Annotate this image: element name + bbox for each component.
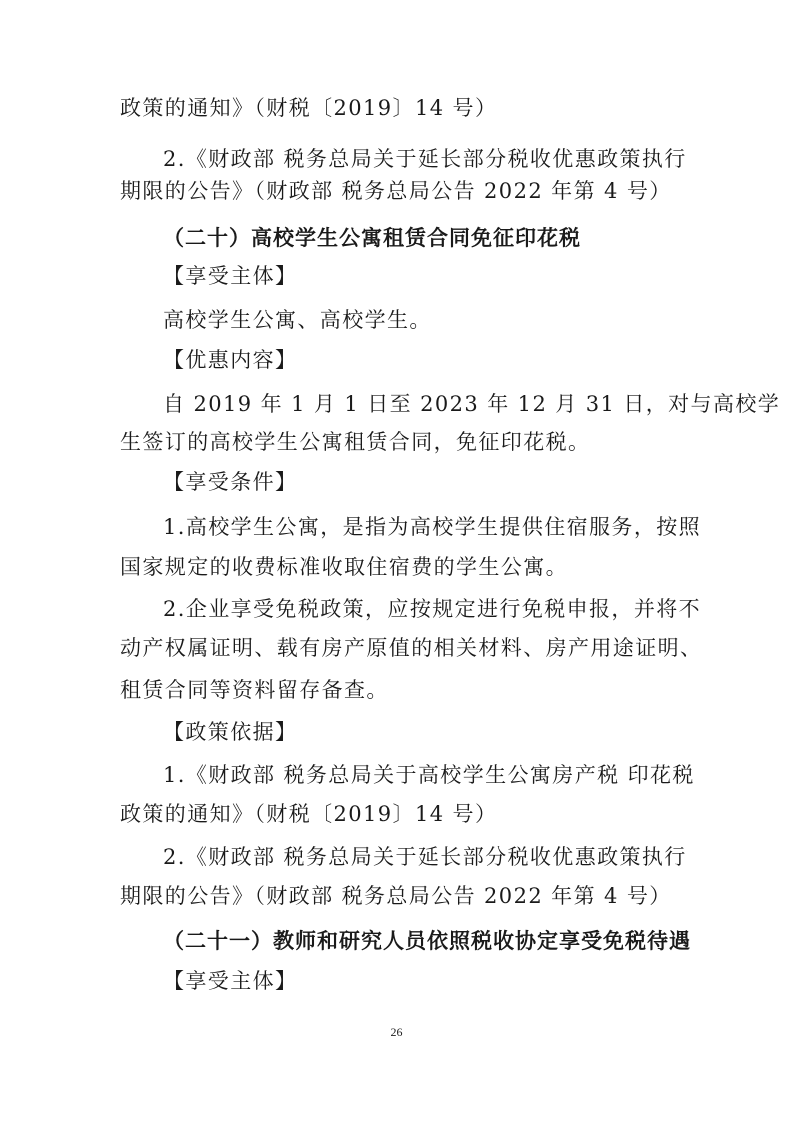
text-line: 生签订的高校学生公寓租赁合同，免征印花税。: [120, 430, 591, 454]
text-line: 2.《财政部 税务总局关于延长部分税收优惠政策执行: [163, 845, 687, 869]
text-line: 动产权属证明、载有房产原值的相关材料、房产用途证明、: [120, 636, 703, 660]
text-line: 政策的通知》（财税〔2019〕14 号）: [120, 802, 498, 826]
text-line: 2.《财政部 税务总局关于延长部分税收优惠政策执行: [163, 147, 687, 171]
text-line: 自 2019 年 1 月 1 日至 2023 年 12 月 31 日，对与高校学: [163, 392, 781, 416]
page-number: 26: [390, 1025, 403, 1039]
text-line: 【享受主体】: [163, 264, 298, 288]
text-line: 【优惠内容】: [163, 348, 298, 372]
text-line: 2.企业享受免税政策，应按规定进行免税申报，并将不: [163, 597, 702, 621]
text-line: 政策的通知》（财税〔2019〕14 号）: [120, 96, 498, 120]
text-line: 【享受条件】: [163, 470, 298, 494]
text-line: 【政策依据】: [163, 720, 298, 744]
text-line: 1.高校学生公寓，是指为高校学生提供住宿服务，按照: [163, 515, 702, 539]
text-line: 1.《财政部 税务总局关于高校学生公寓房产税 印花税: [163, 763, 695, 787]
section-heading: （二十一）教师和研究人员依照税收协定享受免税待遇: [163, 929, 691, 953]
text-line: 【享受主体】: [163, 969, 298, 993]
text-line: 国家规定的收费标准收取住宿费的学生公寓。: [120, 555, 568, 579]
section-heading: （二十）高校学生公寓租赁合同免征印花税: [163, 226, 581, 250]
text-line: 期限的公告》（财政部 税务总局公告 2022 年第 4 号）: [120, 179, 672, 203]
text-line: 高校学生公寓、高校学生。: [163, 308, 432, 332]
text-line: 租赁合同等资料留存备查。: [120, 678, 389, 702]
text-line: 期限的公告》（财政部 税务总局公告 2022 年第 4 号）: [120, 884, 672, 908]
